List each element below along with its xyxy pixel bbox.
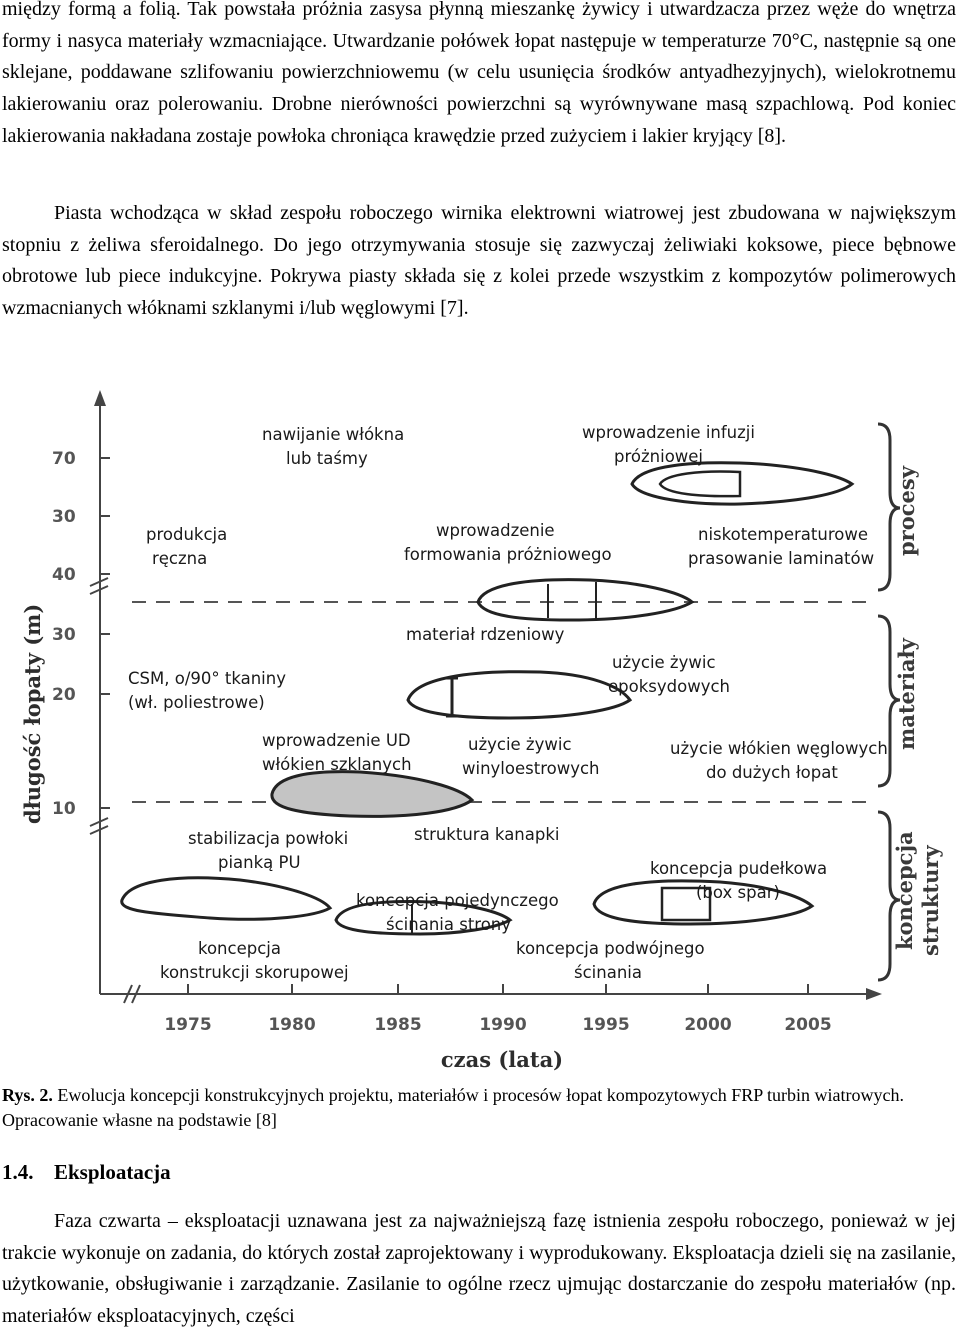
svg-text:koncepcja pojedynczego: koncepcja pojedynczego [356,891,559,910]
y-tick-label: 20 [52,685,76,705]
svg-text:lub taśmy: lub taśmy [286,449,368,468]
group-label-processes: procesy [894,466,919,556]
group-label-structure [892,831,943,956]
label-shell-concept [160,939,349,982]
x-tick-label: 1975 [164,1015,212,1035]
y-tick-label: 40 [52,565,76,585]
svg-text:do dużych łopat: do dużych łopat [706,763,838,782]
svg-text:koncepcja podwójnego: koncepcja podwójnego [516,939,705,958]
figure-blade-evolution [0,384,960,1074]
paragraph-operation: Faza czwarta – eksploatacji uznawana jest za najważniejszą fazę istnienia zespołu roboczego, ponieważ w jej trakcie wykonuje on zadania, do których został zaprojektowany i wyprodukowany. Eksploatacja dzieli się na zasilanie, użytkowanie, obsługiwanie i zarządzanie. Zasilanie to ogólne rzecz ujmując dostarczanie do zespołu materiałów (np. materiałów eksploatacyjnych, części [2,1210,956,1328]
x-tick-label: 1995 [582,1015,630,1035]
label-low-temp-pressing [688,525,874,568]
x-axis-arrow [866,988,882,1000]
svg-text:użycie włókien węglowych: użycie włókien węglowych [670,739,888,758]
svg-text:epoksydowych: epoksydowych [608,677,730,696]
airfoil-infusion [632,463,852,504]
svg-text:ścinania strony: ścinania strony [386,915,512,934]
label-pu-foam [188,829,348,872]
caption-label: Rys. 2. [2,1085,53,1105]
y-tick-label: 30 [52,625,76,645]
x-tick-label: 2000 [684,1015,732,1035]
label-double-shear [516,939,705,982]
label-ud-glass [262,731,412,774]
svg-text:CSM, o/90° tkaniny: CSM, o/90° tkaniny [128,669,286,688]
label-filament-winding [262,425,404,468]
section-title: Eksploatacja [54,1160,171,1184]
x-tick-label: 1985 [374,1015,422,1035]
svg-text:ścinania: ścinania [574,963,642,982]
svg-text:koncepcja pudełkowa: koncepcja pudełkowa [650,859,828,878]
label-core-material: materiał rdzeniowy [406,625,565,644]
svg-text:wprowadzenie: wprowadzenie [436,521,555,540]
group-label-materials: materiały [894,638,919,750]
y-tick-label: 10 [52,799,76,819]
group-label-structure-word2: struktury [918,845,943,956]
caption-text: Ewolucja koncepcji konstrukcyjnych projektu, materiałów i procesów łopat kompozytowych FRP turbin wiatrowych. Opracowanie własne na podstawie [8] [2,1085,905,1130]
label-sandwich: struktura kanapki [414,825,560,844]
airfoil-ud-glass [272,772,472,817]
svg-text:ręczna: ręczna [152,549,208,568]
label-csm-fabric [128,669,286,712]
svg-text:wprowadzenie UD: wprowadzenie UD [262,731,411,750]
x-tick-label: 1980 [268,1015,316,1035]
label-epoxy-resin [608,653,730,696]
x-tick-label: 1990 [479,1015,527,1035]
group-label-structure-word1: koncepcja [892,831,917,950]
svg-text:formowania próżniowego: formowania próżniowego [404,545,612,564]
svg-text:winyloestrowych: winyloestrowych [462,759,600,778]
airfoil-core-material [408,672,630,718]
svg-text:włókien szklanych: włókien szklanych [262,755,412,774]
label-vacuum-forming [404,521,612,564]
svg-text:(wł. poliestrowe): (wł. poliestrowe) [128,693,265,712]
y-tick-label: 30 [52,507,76,527]
y-tick-label: 70 [52,449,76,469]
svg-text:pianką PU: pianką PU [218,853,301,872]
svg-text:nawijanie włókna: nawijanie włókna [262,425,405,444]
svg-text:prasowanie laminatów: prasowanie laminatów [688,549,875,568]
svg-text:wprowadzenie infuzji: wprowadzenie infuzji [582,423,755,442]
label-hand-production [146,525,227,568]
svg-text:próżniowej: próżniowej [614,447,704,466]
svg-text:użycie żywic: użycie żywic [612,653,716,672]
x-axis-title: czas (lata) [440,1047,564,1072]
label-vinylester [462,735,600,778]
section-number: 1.4. [2,1160,34,1184]
label-vacuum-infusion [582,423,755,466]
svg-text:stabilizacja powłoki: stabilizacja powłoki [188,829,349,848]
airfoil-shell-concept [122,878,330,919]
svg-text:(box spar): (box spar) [696,883,780,902]
x-tick-label: 2005 [784,1015,832,1035]
figure-caption [2,1083,952,1133]
label-carbon-fiber [670,739,888,782]
svg-text:produkcja: produkcja [146,525,228,544]
svg-text:użycie żywic: użycie żywic [468,735,572,754]
svg-text:niskotemperaturowe: niskotemperaturowe [698,525,869,544]
y-axis-arrow [94,390,106,406]
section-heading [2,1160,171,1185]
paragraph-hub: Piasta wchodząca w skład zespołu roboczego wirnika elektrowni wiatrowej jest zbudowana w największym stopniu z żeliwa sferoidalnego. Do jego otrzymywania stosuje się zazwyczaj żeliwiaki koksowe, piece bębnowe obrotowe lub piece indukcyjne. Pokrywa piasty składa się z kolei przede wszystkim z kompozytów polimerowych wzmacnianych włóknami szklanymi i/lub węglowymi [7]. [2,202,956,320]
svg-text:konstrukcji skorupowej: konstrukcji skorupowej [160,963,349,982]
svg-text:koncepcja: koncepcja [198,939,281,958]
label-single-shear [356,891,559,934]
airfoil-vacuum-forming [478,580,692,620]
paragraph-resin-infusion: między formą a folią. Tak powstała próżnia zasysa płynną mieszankę żywicy i utwardzacza przez węże do wnętrza formy i nasyca materiały wzmacniające. Utwardzanie połówek łopat następuje w temperaturze 70°C, następnie są one sklejane, poddawane szlifowaniu powierzchniowemu (w celu usunięcia środków antyadhezyjnych), wielokrotnemu lakierowaniu oraz polerowaniu. Drobne nierówności powierzchni są wyrównywane masą szpachlową. Pod koniec lakierowania nakładana zostaje powłoka chroniąca krawędzie przed zużyciem i lakier kryjący [8]. [2,0,956,147]
y-axis-title: długość łopaty (m) [20,603,45,824]
